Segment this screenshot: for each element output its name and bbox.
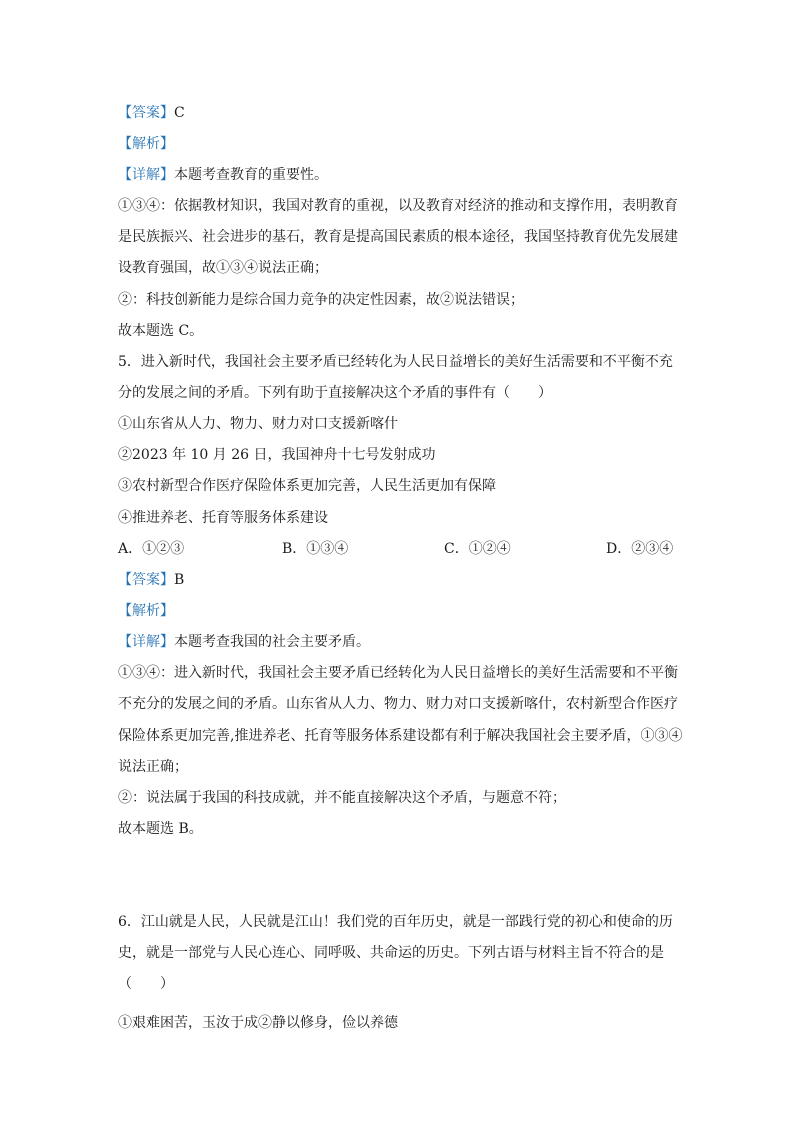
q5-option-b: B．①③④ (282, 541, 349, 557)
q5-text-line: 保险体系更加完善,推进养老、托育等服务体系建设都有利于解决我国社会主要矛盾，①③④ (118, 728, 683, 744)
answer-tag: 【答案】 (118, 572, 174, 588)
q5-item: ③农村新型合作医疗保险体系更加完善，人民生活更加有保障 (118, 478, 496, 494)
q5-text-line: 故本题选 B。 (118, 821, 203, 837)
detail-tag: 【详解】 (118, 167, 174, 183)
q5-text-line: ①③④：进入新时代，我国社会主要矛盾已经转化为人民日益增长的美好生活需要和不平衡 (118, 665, 678, 681)
answer-tag: 【答案】 (118, 105, 174, 121)
q5-item: ④推进养老、托育等服务体系建设 (118, 510, 328, 526)
q5-stem-line: 5．进入新时代，我国社会主要矛盾已经转化为人民日益增长的美好生活需要和不平衡不充 (118, 354, 673, 370)
analysis-tag: 【解析】 (118, 136, 174, 152)
analysis-tag: 【解析】 (118, 603, 174, 619)
q5-item: ①山东省从人力、物力、财力对口支援新喀什 (118, 416, 398, 432)
q6-stem-line: （ ） (118, 976, 174, 992)
q5-item: ②2023 年 10 月 26 日，我国神舟十七号发射成功 (118, 447, 436, 463)
q5-option-a: A．①②③ (118, 541, 185, 557)
q5-text-line: 说法正确； (118, 759, 188, 775)
q4-text-line: 故本题选 C。 (118, 323, 204, 339)
q4-text-line: ①③④：依据教材知识，我国对教育的重视，以及教育对经济的推动和支撑作用，表明教育 (118, 198, 678, 214)
answer-value: C (174, 105, 185, 121)
detail-text: 本题考查我国的社会主要矛盾。 (174, 634, 370, 650)
q6-stem-line: 6．江山就是人民，人民就是江山！我们党的百年历史，就是一部践行党的初心和使命的历 (118, 914, 673, 930)
q4-detail-line (118, 166, 328, 184)
q4-text-line: ②：科技创新能力是综合国力竞争的决定性因素，故②说法错误； (118, 292, 524, 308)
detail-text: 本题考查教育的重要性。 (174, 167, 328, 183)
q5-detail-line (118, 633, 370, 651)
q5-stem-line: 分的发展之间的矛盾。下列有助于直接解决这个矛盾的事件有（ ） (118, 385, 552, 401)
q5-option-c: C．①②④ (444, 541, 511, 557)
answer-value: B (174, 572, 185, 588)
q5-answer-line (118, 571, 184, 589)
detail-tag: 【详解】 (118, 634, 174, 650)
q6-stem-line: 史，就是一部党与人民心连心、同呼吸、共命运的历史。下列古语与材料主旨不符合的是 (118, 945, 664, 961)
q4-analysis-line (118, 135, 174, 153)
q5-analysis-line (118, 602, 174, 620)
q4-answer-line (118, 104, 185, 122)
q5-option-d: D．②③④ (606, 541, 674, 557)
q5-text-line: ②：说法属于我国的科技成就，并不能直接解决这个矛盾，与题意不符； (118, 790, 566, 806)
q5-text-line: 不充分的发展之间的矛盾。山东省从人力、物力、财力对口支援新喀什，农村新型合作医疗 (118, 696, 678, 712)
q4-text-line: 是民族振兴、社会进步的基石，教育是提高国民素质的根本途径，我国坚持教育优先发展建 (118, 229, 678, 245)
q4-text-line: 设教育强国，故①③④说法正确； (118, 260, 328, 276)
q6-stem-line: ①艰难困苦，玉汝于成②静以修身，俭以养德 (118, 1015, 398, 1031)
